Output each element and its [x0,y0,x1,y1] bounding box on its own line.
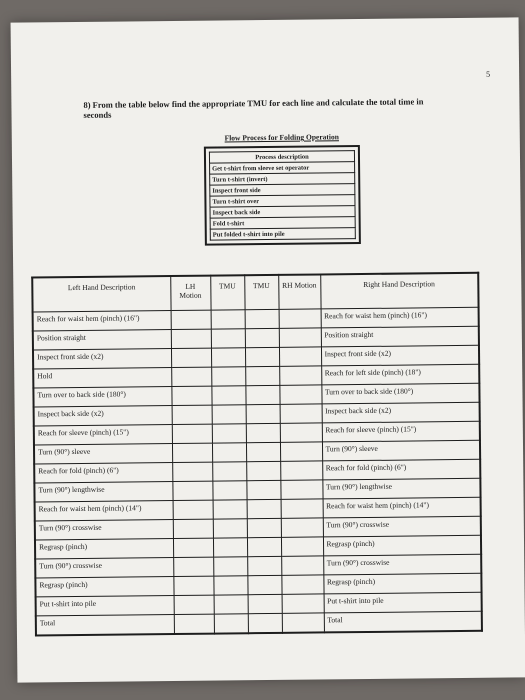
rh-motion-cell[interactable] [282,594,324,613]
tmu-left-cell[interactable] [211,329,245,348]
flow-process-table [209,150,356,241]
tmu-right-cell[interactable] [245,347,279,366]
tmu-right-cell[interactable] [246,423,280,442]
left-hand-cell: Turn (90°) crosswise [35,520,173,540]
tmu-left-cell[interactable] [212,443,246,462]
flow-process-title: Flow Process for Folding Operation [224,132,339,143]
lh-motion-cell[interactable] [173,576,213,595]
tmu-right-cell[interactable] [246,480,280,499]
flow-process-header: Process description [209,151,354,164]
lh-motion-cell[interactable] [172,424,212,443]
tmu-left-cell[interactable] [213,557,247,576]
rh-motion-cell[interactable] [281,556,323,575]
tmu-left-cell[interactable] [213,500,247,519]
tmu-right-cell[interactable] [247,575,281,594]
rh-motion-cell[interactable] [279,309,321,328]
document-page [11,17,525,682]
tmu-left-cell[interactable] [212,462,246,481]
right-hand-cell: Reach for fold (pinch) (6") [322,459,480,480]
tmu-left-cell[interactable] [213,519,247,538]
right-hand-cell: Reach for sleeve (pinch) (15") [322,421,480,442]
lh-motion-cell[interactable] [173,557,213,576]
lh-motion-cell[interactable] [172,481,212,500]
right-hand-cell: Reach for waist hem (pinch) (16") [321,307,479,328]
right-hand-cell: Position straight [321,326,479,347]
tmu-left-cell[interactable] [212,424,246,443]
right-hand-cell: Reach for left side (pinch) (18") [321,364,479,385]
rh-motion-cell[interactable] [281,575,323,594]
lh-motion-cell[interactable] [171,386,211,405]
left-hand-cell: Turn (90°) crosswise [35,558,173,578]
left-hand-cell: Regrasp (pinch) [35,577,173,597]
table-row [36,611,482,635]
left-hand-cell: Reach for sleeve (pinch) (15") [34,425,172,445]
flow-process-box [204,145,361,246]
left-hand-cell: Turn (90°) lengthwise [34,482,172,502]
lh-motion-cell[interactable] [173,538,213,557]
right-hand-cell: Regrasp (pinch) [323,535,481,556]
tmu-left-cell[interactable] [214,595,248,614]
flow-step: Get t-shirt from sleeve set operator [210,162,355,175]
lh-motion-cell[interactable] [173,519,213,538]
tmu-right-cell[interactable] [247,518,281,537]
rh-motion-cell[interactable] [280,480,322,499]
tmu-right-cell[interactable] [248,613,282,633]
left-hand-cell: Regrasp (pinch) [35,539,173,559]
header-left-hand: Left Hand Description [32,276,170,312]
tmu-right-cell[interactable] [245,366,279,385]
flow-step: Turn t-shirt over [210,195,355,208]
tmu-right-cell[interactable] [248,594,282,613]
tmu-left-cell[interactable] [214,614,248,634]
rh-motion-cell[interactable] [280,423,322,442]
rh-motion-cell[interactable] [281,518,323,537]
tmu-right-cell[interactable] [246,442,280,461]
left-hand-cell: Reach for waist hem (pinch) (14") [35,501,173,521]
rh-motion-cell[interactable] [280,404,322,423]
tmu-table [31,272,483,637]
rh-motion-cell[interactable] [279,328,321,347]
right-hand-cell: Inspect front side (x2) [321,345,479,366]
header-tmu-right: TMU [244,275,278,310]
rh-motion-cell[interactable] [280,461,322,480]
right-hand-cell: Reach for waist hem (pinch) (14") [323,497,481,518]
tmu-right-cell[interactable] [246,404,280,423]
flow-step: Fold t-shirt [210,217,355,230]
left-hand-cell: Turn over to back side (180°) [33,387,171,407]
tmu-left-cell[interactable] [211,348,245,367]
tmu-right-cell[interactable] [247,499,281,518]
lh-motion-cell[interactable] [171,329,211,348]
tmu-left-cell[interactable] [212,405,246,424]
right-hand-cell: Turn (90°) crosswise [323,554,481,575]
left-hand-cell: Inspect back side (x2) [34,406,172,426]
lh-motion-cell[interactable] [171,348,211,367]
right-hand-cell: Turn (90°) sleeve [322,440,480,461]
rh-motion-cell[interactable] [280,442,322,461]
rh-motion-cell[interactable] [282,613,324,633]
lh-motion-cell[interactable] [174,595,214,614]
tmu-right-cell[interactable] [247,556,281,575]
header-tmu-left: TMU [210,275,244,310]
left-hand-cell: Reach for waist hem (pinch) (16") [33,311,171,331]
right-hand-cell: Turn (90°) crosswise [323,516,481,537]
tmu-right-cell[interactable] [247,537,281,556]
flow-step: Put folded t-shirt into pile [210,228,355,241]
left-hand-cell: Inspect front side (x2) [33,349,171,369]
lh-motion-cell[interactable] [171,310,211,329]
lh-motion-cell[interactable] [172,462,212,481]
tmu-right-cell[interactable] [246,461,280,480]
left-hand-cell: Hold [33,368,171,388]
flow-step: Turn t-shirt (invert) [210,173,355,186]
tmu-right-cell[interactable] [245,385,279,404]
tmu-left-cell[interactable] [211,367,245,386]
tmu-left-cell[interactable] [212,481,246,500]
right-hand-cell: Put t-shirt into pile [324,592,482,613]
rh-motion-cell[interactable] [279,347,321,366]
page-number: 5 [486,69,491,79]
rh-motion-cell[interactable] [279,385,321,404]
right-hand-cell: Turn over to back side (180°) [321,383,479,404]
tmu-left-cell[interactable] [213,538,247,557]
lh-motion-cell[interactable] [172,443,212,462]
header-right-hand: Right Hand Description [320,273,478,309]
right-hand-cell: Inspect back side (x2) [322,402,480,423]
tmu-right-cell[interactable] [245,309,279,328]
tmu-left-cell[interactable] [211,310,245,329]
lh-motion-cell[interactable] [173,500,213,519]
lh-motion-cell[interactable] [174,614,214,634]
lh-motion-cell[interactable] [172,405,212,424]
header-rh-motion: RH Motion [278,274,320,309]
flow-step: Inspect front side [210,184,355,197]
right-hand-cell: Regrasp (pinch) [323,573,481,594]
right-hand-cell: Total [324,611,482,632]
left-hand-cell: Put t-shirt into pile [36,596,174,616]
right-hand-cell: Turn (90°) lengthwise [322,478,480,499]
left-hand-cell: Total [36,615,174,636]
rh-motion-cell[interactable] [281,499,323,518]
left-hand-cell: Position straight [33,330,171,350]
left-hand-cell: Turn (90°) sleeve [34,444,172,464]
left-hand-cell: Reach for fold (pinch) (6") [34,463,172,483]
rh-motion-cell[interactable] [281,537,323,556]
lh-motion-cell[interactable] [171,367,211,386]
tmu-left-cell[interactable] [211,386,245,405]
rh-motion-cell[interactable] [279,366,321,385]
question-text: 8) From the table below find the appropriate TMU for each line and calculate the total time in seconds [83,96,424,120]
flow-step: Inspect back side [210,206,355,219]
tmu-left-cell[interactable] [213,576,247,595]
tmu-right-cell[interactable] [245,328,279,347]
header-lh-motion: LH Motion [170,276,210,311]
